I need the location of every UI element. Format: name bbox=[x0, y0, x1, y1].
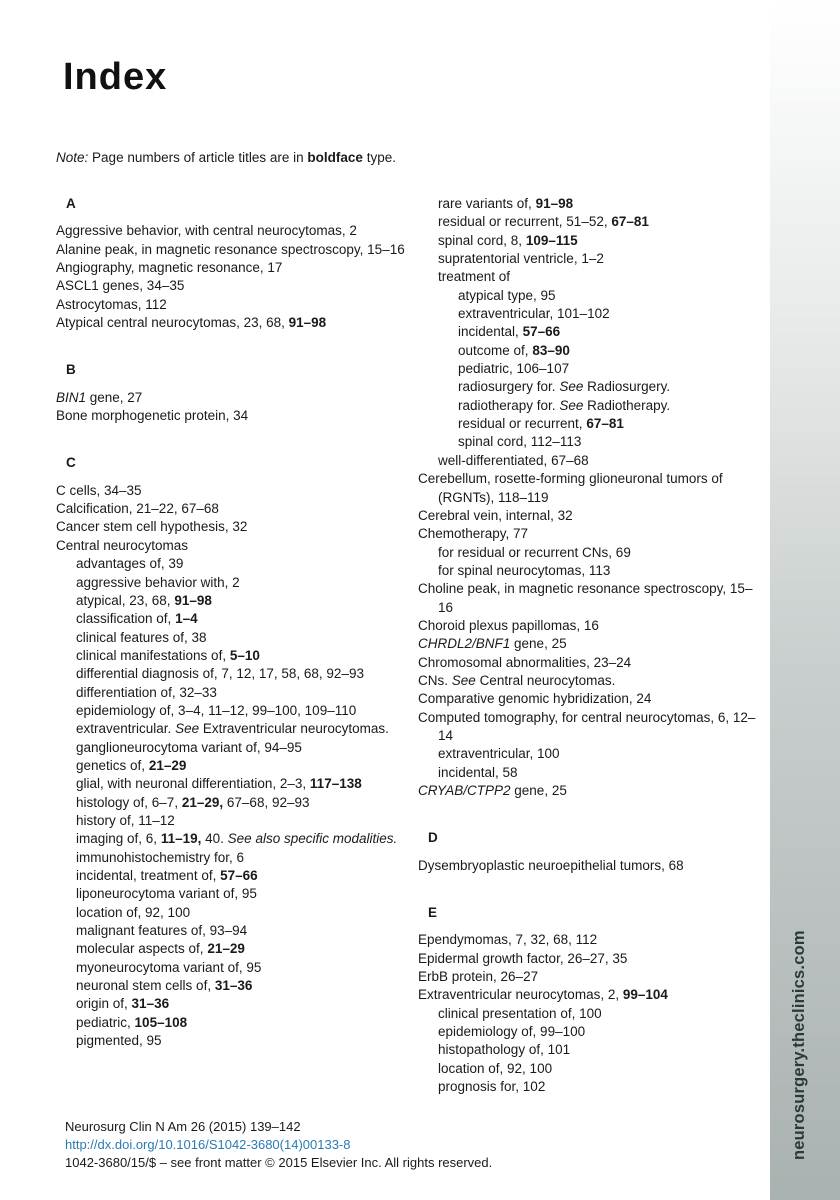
index-entry: Comparative genomic hybridization, 24 bbox=[418, 691, 652, 707]
index-entry: Atypical central neurocytomas, 23, 68, 91–98 bbox=[56, 315, 327, 331]
index-subentry: histology of, 6–7, 21–29, 67–68, 92–93 bbox=[76, 794, 310, 810]
index-subentry: history of, 11–12 bbox=[76, 812, 175, 828]
index-subentry: genetics of, 21–29 bbox=[76, 757, 187, 773]
index-entry: Chromosomal abnormalities, 23–24 bbox=[418, 654, 632, 670]
index-entry: Alanine peak, in magnetic resonance spectroscopy, 15–16 bbox=[56, 241, 405, 257]
index-subentry: well-differentiated, 67–68 bbox=[438, 452, 589, 468]
index-subentry: clinical manifestations of, 5–10 bbox=[76, 647, 260, 663]
footer bbox=[65, 1118, 492, 1172]
index-subentry: extraventricular, 100 bbox=[438, 746, 560, 762]
index-subsubentry: spinal cord, 112–113 bbox=[458, 434, 582, 450]
index-subentry: myoneurocytoma variant of, 95 bbox=[76, 959, 262, 975]
index-entry: Epidermal growth factor, 26–27, 35 bbox=[418, 950, 628, 966]
index-subentry: incidental, 58 bbox=[438, 764, 518, 780]
index-entry: Cerebral vein, internal, 32 bbox=[418, 507, 573, 523]
index-entry: CHRDL2/BNF1 gene, 25 bbox=[418, 636, 567, 652]
copyright-line: 1042-3680/15/$ – see front matter © 2015 Elsevier Inc. All rights reserved. bbox=[65, 1155, 493, 1170]
index-subentry: location of, 92, 100 bbox=[438, 1060, 553, 1076]
index-subentry: neuronal stem cells of, 31–36 bbox=[76, 978, 253, 994]
section-letter-e: E bbox=[428, 905, 438, 921]
index-subentry: malignant features of, 93–94 bbox=[76, 923, 248, 939]
index-subentry: prognosis for, 102 bbox=[438, 1079, 546, 1095]
index-subentry: treatment of bbox=[438, 269, 511, 285]
index-entry: Ependymomas, 7, 32, 68, 112 bbox=[418, 932, 598, 948]
index-subentry: epidemiology of, 99–100 bbox=[438, 1024, 586, 1040]
index-subentry: aggressive behavior with, 2 bbox=[76, 574, 240, 590]
sidebar-site-name: neurosurgery.theclinics.com bbox=[790, 930, 808, 1160]
index-subentry: liponeurocytoma variant of, 95 bbox=[76, 886, 257, 902]
index-subentry: immunohistochemistry for, 6 bbox=[76, 849, 245, 865]
section-letter-a: A bbox=[66, 196, 76, 211]
index-subentry: classification of, 1–4 bbox=[76, 611, 198, 627]
index-subsubentry: residual or recurrent, 67–81 bbox=[458, 416, 624, 432]
index-subentry: for residual or recurrent CNs, 69 bbox=[438, 544, 631, 560]
index-subentry: imaging of, 6, 11–19, 40. See also specific modalities. bbox=[76, 831, 398, 847]
note-text-2: type. bbox=[366, 150, 396, 165]
index-subentry: differentiation of, 32–33 bbox=[76, 684, 217, 700]
index-entry: Chemotherapy, 77 bbox=[418, 526, 529, 542]
index-subentry: for spinal neurocytomas, 113 bbox=[438, 562, 611, 578]
section-letter-c: C bbox=[66, 455, 76, 471]
index-subentry: supratentorial ventricle, 1–2 bbox=[438, 251, 604, 267]
index-subentry: advantages of, 39 bbox=[76, 556, 184, 572]
index-subentry: origin of, 31–36 bbox=[76, 996, 170, 1012]
index-subentry: pediatric, 105–108 bbox=[76, 1014, 188, 1030]
index-subentry: differential diagnosis of, 7, 12, 17, 58, 68, 92–93 bbox=[76, 666, 364, 682]
index-entry: CRYAB/CTPP2 gene, 25 bbox=[418, 783, 567, 798]
index-entry: Extraventricular neurocytomas, 2, 99–104 bbox=[418, 987, 668, 1003]
doi-link[interactable]: http://dx.doi.org/10.1016/S1042-3680(14)00133-8 bbox=[65, 1137, 351, 1152]
index-subsubentry: pediatric, 106–107 bbox=[458, 361, 570, 377]
index-note bbox=[56, 149, 396, 167]
index-subentry: location of, 92, 100 bbox=[76, 904, 191, 920]
index-column-right bbox=[418, 195, 763, 1096]
index-subsubentry: incidental, 57–66 bbox=[458, 324, 561, 340]
index-entry: Choline peak, in magnetic resonance spectroscopy, 15–16 bbox=[418, 581, 753, 615]
index-entry: Dysembryoplastic neuroepithelial tumors, 68 bbox=[418, 857, 684, 873]
index-column-left bbox=[56, 195, 416, 1050]
index-entry: ASCL1 genes, 34–35 bbox=[56, 278, 185, 294]
index-subentry: epidemiology of, 3–4, 11–12, 99–100, 109–110 bbox=[76, 702, 357, 718]
index-entry: Calcification, 21–22, 67–68 bbox=[56, 501, 219, 517]
note-text-1: Page numbers of article titles are in bbox=[92, 150, 304, 165]
index-subentry: rare variants of, 91–98 bbox=[438, 196, 574, 211]
index-entry: BIN1 gene, 27 bbox=[56, 389, 143, 405]
index-subentry: glial, with neuronal differentiation, 2–3, 117–138 bbox=[76, 776, 362, 792]
index-entry: ErbB protein, 26–27 bbox=[418, 969, 539, 985]
index-subsubentry: extraventricular, 101–102 bbox=[458, 306, 610, 322]
index-subsubentry: atypical type, 95 bbox=[458, 287, 556, 303]
index-entry: Computed tomography, for central neurocytomas, 6, 12–14 bbox=[418, 709, 756, 743]
index-subsubentry: outcome of, 83–90 bbox=[458, 342, 570, 358]
index-subentry: extraventricular. See Extraventricular neurocytomas. bbox=[76, 721, 389, 737]
index-entry: C cells, 34–35 bbox=[56, 482, 142, 498]
index-subentry: incidental, treatment of, 57–66 bbox=[76, 868, 258, 883]
index-subentry: spinal cord, 8, 109–115 bbox=[438, 232, 578, 248]
index-subentry: histopathology of, 101 bbox=[438, 1042, 571, 1058]
index-subsubentry: radiotherapy for. See Radiotherapy. bbox=[458, 397, 671, 413]
index-entry: Cerebellum, rosette-forming glioneuronal tumors of (RGNTs), 118–119 bbox=[418, 471, 723, 505]
index-entry: CNs. See Central neurocytomas. bbox=[418, 672, 616, 688]
section-letter-d: D bbox=[428, 830, 438, 846]
index-entry: Central neurocytomas bbox=[56, 537, 189, 553]
index-subentry: pigmented, 95 bbox=[76, 1033, 162, 1049]
index-subentry: ganglioneurocytoma variant of, 94–95 bbox=[76, 739, 302, 755]
index-entry: Aggressive behavior, with central neurocytomas, 2 bbox=[56, 223, 357, 239]
index-subentry: molecular aspects of, 21–29 bbox=[76, 941, 245, 957]
note-lead: Note: bbox=[56, 150, 89, 165]
index-entry: Astrocytomas, 112 bbox=[56, 296, 167, 312]
index-entry: Angiography, magnetic resonance, 17 bbox=[56, 260, 283, 276]
page-title: Index bbox=[63, 56, 168, 98]
index-entry: Choroid plexus papillomas, 16 bbox=[418, 617, 599, 633]
section-letter-b: B bbox=[66, 362, 76, 378]
index-subentry: residual or recurrent, 51–52, 67–81 bbox=[438, 214, 649, 230]
index-subentry: clinical features of, 38 bbox=[76, 629, 207, 645]
note-bold-word: boldface bbox=[307, 150, 363, 165]
index-subsubentry: radiosurgery for. See Radiosurgery. bbox=[458, 379, 671, 395]
index-entry: Bone morphogenetic protein, 34 bbox=[56, 408, 249, 424]
index-subentry: clinical presentation of, 100 bbox=[438, 1005, 602, 1021]
journal-citation: Neurosurg Clin N Am 26 (2015) 139–142 bbox=[65, 1119, 301, 1134]
index-entry: Cancer stem cell hypothesis, 32 bbox=[56, 519, 248, 535]
index-subentry: atypical, 23, 68, 91–98 bbox=[76, 592, 212, 608]
